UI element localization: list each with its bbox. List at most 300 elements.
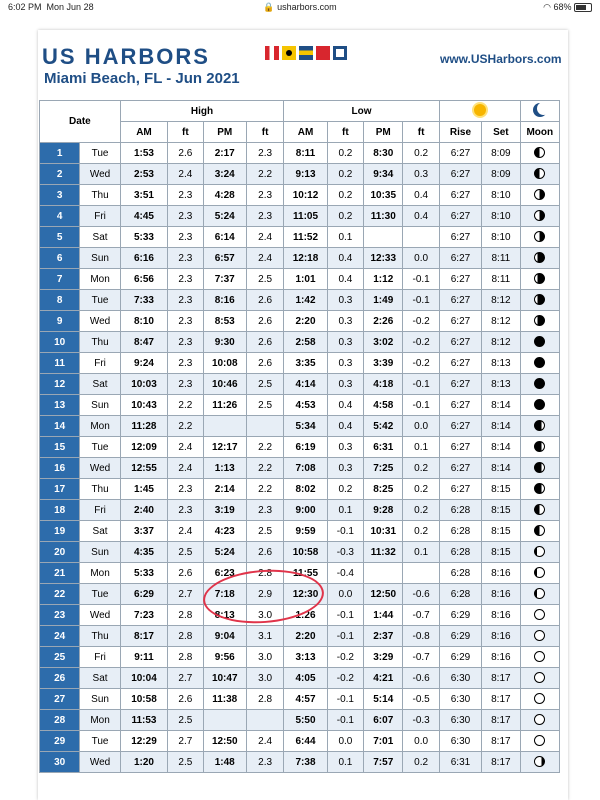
cell-lpm: 1:49: [364, 290, 403, 311]
cell-day: Sat: [80, 227, 120, 248]
cell-lpm: 3:02: [364, 332, 403, 353]
moon-phase-icon: [534, 672, 545, 683]
table-row: [40, 458, 560, 479]
cell-n: 2: [40, 164, 80, 185]
cell-hpm: 11:38: [203, 689, 246, 710]
cell-day: Mon: [80, 416, 120, 437]
moon-phase-icon: [534, 189, 545, 200]
sun-header: [439, 101, 520, 122]
cell-n: 23: [40, 605, 80, 626]
cell-laf: 0.2: [327, 143, 363, 164]
moon-phase-icon: [534, 315, 545, 326]
date-header: Date: [40, 101, 121, 143]
cell-lpf: -0.6: [403, 668, 439, 689]
cell-hpm: 9:30: [203, 332, 246, 353]
cell-laf: -0.1: [327, 626, 363, 647]
cell-ham: 8:47: [120, 332, 167, 353]
cell-lpf: 0.0: [403, 248, 439, 269]
cell-hpm: 10:47: [203, 668, 246, 689]
cell-laf: 0.4: [327, 416, 363, 437]
cell-haf: 2.7: [168, 584, 203, 605]
cell-haf: 2.5: [168, 542, 203, 563]
moon-phase-icon: [534, 630, 545, 641]
high-header: High: [120, 101, 284, 122]
cell-hpm: 1:48: [203, 752, 246, 773]
moon-header: [520, 101, 559, 122]
cell-rise: 6:29: [439, 626, 481, 647]
cell-hpf: 2.5: [246, 521, 283, 542]
cell-haf: 2.3: [168, 311, 203, 332]
cell-moon: [520, 500, 559, 521]
cell-day: Tue: [80, 143, 120, 164]
cell-set: 8:16: [482, 647, 520, 668]
table-row: [40, 437, 560, 458]
cell-moon: [520, 521, 559, 542]
low-header: Low: [284, 101, 439, 122]
cell-hpf: 2.2: [246, 458, 283, 479]
table-row: [40, 332, 560, 353]
cell-lam: 11:05: [284, 206, 327, 227]
cell-hpm: 2:14: [203, 479, 246, 500]
cell-moon: [520, 416, 559, 437]
cell-set: 8:17: [482, 668, 520, 689]
cell-moon: [520, 626, 559, 647]
cell-ham: 1:20: [120, 752, 167, 773]
cell-rise: 6:27: [439, 164, 481, 185]
cell-lpm: 6:07: [364, 710, 403, 731]
cell-set: 8:12: [482, 290, 520, 311]
cell-lpf: 0.2: [403, 521, 439, 542]
cell-lam: 7:08: [284, 458, 327, 479]
cell-day: Sun: [80, 395, 120, 416]
cell-set: 8:11: [482, 269, 520, 290]
cell-set: 8:15: [482, 521, 520, 542]
cell-ham: 3:51: [120, 185, 167, 206]
cell-hpf: 2.5: [246, 269, 283, 290]
moon-phase-icon: [534, 609, 545, 620]
cell-n: 17: [40, 479, 80, 500]
cell-hpm: 7:37: [203, 269, 246, 290]
cell-n: 27: [40, 689, 80, 710]
cell-lam: 8:11: [284, 143, 327, 164]
cell-rise: 6:30: [439, 668, 481, 689]
cell-n: 11: [40, 353, 80, 374]
cell-lpm: 3:29: [364, 647, 403, 668]
page-title: Miami Beach, FL - Jun 2021: [44, 70, 240, 87]
cell-day: Thu: [80, 479, 120, 500]
cell-set: 8:17: [482, 689, 520, 710]
cell-hpf: 2.5: [246, 395, 283, 416]
cell-lpf: -0.3: [403, 710, 439, 731]
moon-phase-icon: [534, 231, 545, 242]
high-pm-ft-header: ft: [246, 122, 283, 143]
cell-rise: 6:27: [439, 143, 481, 164]
cell-lam: 2:20: [284, 311, 327, 332]
cell-lpm: 1:12: [364, 269, 403, 290]
sun-icon: [474, 104, 486, 116]
cell-ham: 6:56: [120, 269, 167, 290]
cell-laf: -0.1: [327, 605, 363, 626]
cell-day: Sat: [80, 374, 120, 395]
cell-hpf: 2.3: [246, 500, 283, 521]
cell-lam: 5:34: [284, 416, 327, 437]
table-row: [40, 353, 560, 374]
cell-hpm: [203, 710, 246, 731]
cell-day: Sun: [80, 248, 120, 269]
cell-moon: [520, 542, 559, 563]
cell-day: Wed: [80, 458, 120, 479]
cell-lpf: -0.2: [403, 353, 439, 374]
moon-phase-icon: [534, 420, 545, 431]
cell-hpm: 3:19: [203, 500, 246, 521]
cell-set: 8:17: [482, 731, 520, 752]
cell-moon: [520, 458, 559, 479]
cell-lpf: -0.7: [403, 605, 439, 626]
cell-ham: 7:33: [120, 290, 167, 311]
cell-hpm: 6:14: [203, 227, 246, 248]
table-row: [40, 395, 560, 416]
cell-hpm: 8:16: [203, 290, 246, 311]
table-row: [40, 479, 560, 500]
cell-rise: 6:28: [439, 500, 481, 521]
cell-hpm: 6:23: [203, 563, 246, 584]
cell-haf: 2.4: [168, 164, 203, 185]
cell-hpm: 4:23: [203, 521, 246, 542]
website-link[interactable]: www.USHarbors.com: [440, 52, 562, 66]
table-row: [40, 185, 560, 206]
cell-hpf: 2.4: [246, 731, 283, 752]
cell-set: 8:16: [482, 563, 520, 584]
cell-day: Thu: [80, 332, 120, 353]
cell-lpf: 0.0: [403, 731, 439, 752]
cell-n: 5: [40, 227, 80, 248]
cell-moon: [520, 605, 559, 626]
cell-lpm: 10:35: [364, 185, 403, 206]
cell-hpm: 4:28: [203, 185, 246, 206]
cell-set: 8:12: [482, 311, 520, 332]
cell-haf: 2.2: [168, 395, 203, 416]
url-bar[interactable]: 🔒 usharbors.com: [263, 2, 337, 12]
cell-ham: 1:53: [120, 143, 167, 164]
cell-haf: 2.5: [168, 710, 203, 731]
logo: US HARBORS: [42, 44, 210, 69]
cell-hpm: 9:04: [203, 626, 246, 647]
cell-set: 8:15: [482, 542, 520, 563]
cell-day: Mon: [80, 563, 120, 584]
cell-lpm: 11:30: [364, 206, 403, 227]
cell-moon: [520, 647, 559, 668]
cell-laf: 0.2: [327, 479, 363, 500]
cell-ham: 12:09: [120, 437, 167, 458]
cell-hpf: 2.2: [246, 164, 283, 185]
cell-laf: 0.3: [327, 353, 363, 374]
high-am-ft-header: ft: [168, 122, 203, 143]
cell-lam: 2:58: [284, 332, 327, 353]
lock-icon: 🔒: [263, 2, 275, 12]
cell-n: 15: [40, 437, 80, 458]
cell-haf: 2.3: [168, 332, 203, 353]
cell-laf: 0.0: [327, 584, 363, 605]
cell-day: Sat: [80, 521, 120, 542]
moon-phase-icon: [534, 378, 545, 389]
cell-lpf: [403, 227, 439, 248]
table-row: [40, 206, 560, 227]
cell-rise: 6:28: [439, 563, 481, 584]
cell-moon: [520, 290, 559, 311]
cell-lpf: 0.4: [403, 185, 439, 206]
cell-lpf: [403, 563, 439, 584]
cell-laf: 0.4: [327, 395, 363, 416]
cell-set: 8:17: [482, 710, 520, 731]
cell-laf: 0.3: [327, 311, 363, 332]
cell-laf: -0.1: [327, 689, 363, 710]
cell-ham: 8:10: [120, 311, 167, 332]
cell-lpf: -0.2: [403, 311, 439, 332]
cell-set: 8:14: [482, 458, 520, 479]
cell-lpm: 5:14: [364, 689, 403, 710]
table-row: [40, 164, 560, 185]
cell-hpf: 3.0: [246, 647, 283, 668]
cell-rise: 6:27: [439, 185, 481, 206]
high-pm-header: PM: [203, 122, 246, 143]
cell-hpm: 7:18: [203, 584, 246, 605]
cell-haf: 2.3: [168, 206, 203, 227]
table-row: [40, 143, 560, 164]
moon-phase-icon: [534, 567, 545, 578]
cell-hpf: 2.3: [246, 752, 283, 773]
cell-lam: 4:14: [284, 374, 327, 395]
cell-lam: 4:53: [284, 395, 327, 416]
cell-lam: 9:00: [284, 500, 327, 521]
set-header: Set: [482, 122, 520, 143]
cell-hpm: 5:24: [203, 542, 246, 563]
status-time: 6:02 PM Mon Jun 28: [8, 2, 94, 12]
cell-rise: 6:30: [439, 710, 481, 731]
cell-moon: [520, 374, 559, 395]
cell-hpf: 2.9: [246, 584, 283, 605]
cell-rise: 6:31: [439, 752, 481, 773]
cell-rise: 6:27: [439, 374, 481, 395]
cell-ham: 4:45: [120, 206, 167, 227]
cell-ham: 10:03: [120, 374, 167, 395]
cell-lam: 2:20: [284, 626, 327, 647]
cell-laf: 0.3: [327, 437, 363, 458]
cell-hpf: [246, 710, 283, 731]
cell-hpf: 2.2: [246, 479, 283, 500]
cell-hpm: 10:46: [203, 374, 246, 395]
cell-ham: 8:17: [120, 626, 167, 647]
cell-rise: 6:27: [439, 206, 481, 227]
cell-rise: 6:27: [439, 416, 481, 437]
crescent-moon-icon: [533, 103, 547, 117]
moon-phase-icon: [534, 147, 545, 158]
cell-n: 20: [40, 542, 80, 563]
cell-set: 8:16: [482, 605, 520, 626]
cell-ham: 12:55: [120, 458, 167, 479]
cell-hpf: 2.6: [246, 311, 283, 332]
cell-laf: -0.4: [327, 563, 363, 584]
cell-laf: 0.0: [327, 731, 363, 752]
table-row: [40, 248, 560, 269]
cell-lpm: 1:44: [364, 605, 403, 626]
cell-lam: 3:13: [284, 647, 327, 668]
table-row: [40, 626, 560, 647]
cell-hpf: 3.0: [246, 668, 283, 689]
cell-lam: 11:55: [284, 563, 327, 584]
cell-day: Sat: [80, 668, 120, 689]
cell-lam: 4:57: [284, 689, 327, 710]
cell-day: Fri: [80, 353, 120, 374]
cell-n: 4: [40, 206, 80, 227]
moon-phase-icon: [534, 210, 545, 221]
cell-n: 10: [40, 332, 80, 353]
cell-lam: 9:59: [284, 521, 327, 542]
cell-rise: 6:30: [439, 731, 481, 752]
cell-haf: 2.3: [168, 479, 203, 500]
cell-laf: 0.3: [327, 374, 363, 395]
cell-ham: 12:29: [120, 731, 167, 752]
wifi-icon: ◠: [543, 2, 551, 12]
cell-lpf: 0.1: [403, 437, 439, 458]
cell-lpm: 4:58: [364, 395, 403, 416]
table-row: [40, 710, 560, 731]
cell-lam: 12:18: [284, 248, 327, 269]
cell-hpf: [246, 416, 283, 437]
cell-moon: [520, 143, 559, 164]
cell-hpm: 1:13: [203, 458, 246, 479]
cell-haf: 2.8: [168, 647, 203, 668]
moon-phase-icon: [534, 525, 545, 536]
cell-rise: 6:27: [439, 227, 481, 248]
cell-laf: 0.3: [327, 458, 363, 479]
cell-set: 8:16: [482, 584, 520, 605]
low-am-header: AM: [284, 122, 327, 143]
cell-lpm: 12:50: [364, 584, 403, 605]
cell-day: Wed: [80, 752, 120, 773]
cell-moon: [520, 248, 559, 269]
cell-set: 8:10: [482, 185, 520, 206]
cell-day: Tue: [80, 437, 120, 458]
cell-rise: 6:27: [439, 458, 481, 479]
cell-lpf: -0.6: [403, 584, 439, 605]
cell-lpm: 10:31: [364, 521, 403, 542]
cell-day: Tue: [80, 584, 120, 605]
cell-haf: 2.2: [168, 416, 203, 437]
cell-haf: 2.3: [168, 227, 203, 248]
cell-lpf: 0.2: [403, 500, 439, 521]
cell-hpf: 2.4: [246, 227, 283, 248]
table-row: [40, 605, 560, 626]
cell-rise: 6:27: [439, 479, 481, 500]
cell-lam: 7:38: [284, 752, 327, 773]
cell-ham: 11:28: [120, 416, 167, 437]
cell-moon: [520, 227, 559, 248]
cell-moon: [520, 689, 559, 710]
cell-n: 6: [40, 248, 80, 269]
cell-day: Tue: [80, 290, 120, 311]
cell-ham: 6:16: [120, 248, 167, 269]
cell-haf: 2.3: [168, 269, 203, 290]
cell-set: 8:16: [482, 626, 520, 647]
cell-n: 3: [40, 185, 80, 206]
cell-laf: -0.1: [327, 710, 363, 731]
cell-laf: 0.3: [327, 332, 363, 353]
cell-lpf: 0.2: [403, 752, 439, 773]
moon-phase-icon: [534, 441, 545, 452]
cell-moon: [520, 479, 559, 500]
cell-lpm: 5:42: [364, 416, 403, 437]
cell-haf: 2.6: [168, 143, 203, 164]
cell-ham: 6:29: [120, 584, 167, 605]
cell-ham: 10:58: [120, 689, 167, 710]
cell-laf: 0.4: [327, 269, 363, 290]
cell-ham: 5:33: [120, 227, 167, 248]
tide-table: [39, 100, 560, 773]
cell-day: Sun: [80, 689, 120, 710]
cell-lpm: 7:57: [364, 752, 403, 773]
cell-hpf: 2.6: [246, 542, 283, 563]
cell-hpf: 2.3: [246, 143, 283, 164]
cell-lpf: 0.1: [403, 542, 439, 563]
cell-lpm: 2:26: [364, 311, 403, 332]
cell-ham: 1:45: [120, 479, 167, 500]
cell-moon: [520, 395, 559, 416]
cell-hpm: 3:24: [203, 164, 246, 185]
cell-moon: [520, 437, 559, 458]
cell-rise: 6:29: [439, 647, 481, 668]
cell-moon: [520, 752, 559, 773]
cell-haf: 2.4: [168, 521, 203, 542]
cell-day: Fri: [80, 647, 120, 668]
cell-moon: [520, 185, 559, 206]
cell-n: 26: [40, 668, 80, 689]
cell-hpm: 10:08: [203, 353, 246, 374]
cell-set: 8:13: [482, 353, 520, 374]
cell-lam: 1:01: [284, 269, 327, 290]
cell-n: 30: [40, 752, 80, 773]
cell-lam: 12:30: [284, 584, 327, 605]
cell-lpm: 4:21: [364, 668, 403, 689]
cell-lpm: 8:30: [364, 143, 403, 164]
cell-moon: [520, 269, 559, 290]
cell-rise: 6:27: [439, 395, 481, 416]
cell-lpf: 0.4: [403, 206, 439, 227]
moon-phase-icon: [534, 294, 545, 305]
cell-lpm: 12:33: [364, 248, 403, 269]
cell-lpm: 4:18: [364, 374, 403, 395]
table-row: [40, 227, 560, 248]
cell-hpf: 2.6: [246, 353, 283, 374]
cell-moon: [520, 206, 559, 227]
cell-rise: 6:27: [439, 311, 481, 332]
cell-n: 8: [40, 290, 80, 311]
cell-laf: 0.4: [327, 248, 363, 269]
cell-lpm: 7:25: [364, 458, 403, 479]
cell-hpf: 2.6: [246, 290, 283, 311]
cell-day: Tue: [80, 731, 120, 752]
table-row: [40, 521, 560, 542]
cell-lpf: 0.2: [403, 143, 439, 164]
cell-haf: 2.6: [168, 689, 203, 710]
cell-lam: 3:35: [284, 353, 327, 374]
cell-rise: 6:29: [439, 605, 481, 626]
cell-set: 8:10: [482, 227, 520, 248]
cell-moon: [520, 731, 559, 752]
moon-phase-icon: [534, 546, 545, 557]
cell-laf: 0.1: [327, 500, 363, 521]
cell-lpf: -0.2: [403, 332, 439, 353]
cell-rise: 6:28: [439, 584, 481, 605]
